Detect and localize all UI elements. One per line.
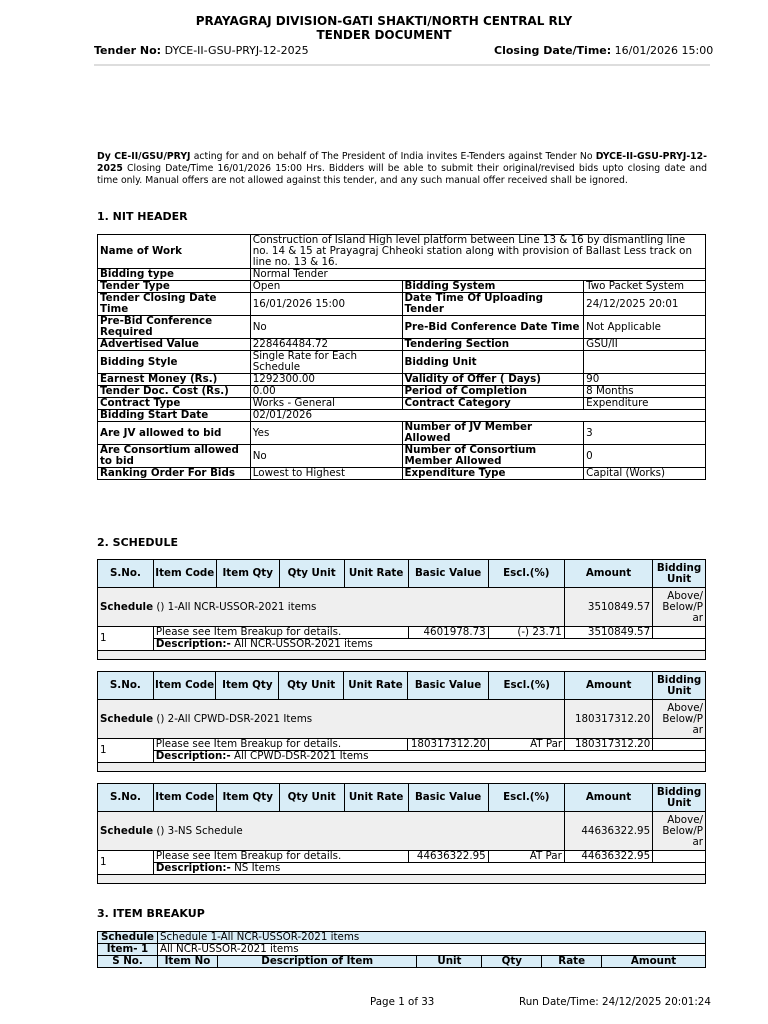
schedule-item-sno: 1 (98, 739, 154, 763)
ib-column-header: Item No (157, 956, 217, 968)
nit-value: Two Packet System (584, 281, 706, 293)
schedule-item-row (98, 739, 706, 751)
schedule-escalation: (-) 23.71 (488, 627, 564, 639)
schedule-bidding-unit: Above/ Below/P ar (653, 588, 706, 627)
schedule-name (98, 588, 565, 627)
document-title: PRAYAGRAJ DIVISION-GATI SHAKTI/NORTH CENTRAL RLY (195, 14, 573, 28)
schedule-spacer-row (98, 875, 706, 884)
schedule-description (153, 751, 705, 763)
ib-schedule-row (98, 932, 706, 944)
schedule-label: Schedule (100, 824, 154, 837)
schedule-item-row (98, 627, 706, 639)
schedule-item-amount: 180317312.20 (565, 739, 653, 751)
schedule-item-text: Please see Item Breakup for details. (153, 627, 408, 639)
schedule-column-header: Basic Value (408, 784, 488, 812)
description-value: NS Items (234, 862, 281, 874)
nit-label: Pre-Bid Conference Date Time (402, 316, 584, 339)
schedule-item-sno: 1 (98, 851, 154, 875)
nit-label: Bidding Style (98, 351, 251, 374)
schedule-column-header: Amount (564, 784, 652, 812)
schedule-description (153, 639, 705, 651)
description-label: Description:- (155, 750, 231, 762)
schedule-item-sno: 1 (98, 627, 154, 651)
ib-item-label: Item- 1 (98, 944, 158, 956)
schedule-name-value: () 2-All CPWD-DSR-2021 Items (156, 712, 313, 725)
schedule-spacer (98, 875, 706, 884)
schedule-label: Schedule (100, 712, 154, 725)
nit-value: 02/01/2026 (250, 410, 705, 422)
nit-heading: 1. NIT HEADER (97, 210, 188, 223)
schedule-header-row (98, 560, 706, 588)
schedule-column-header: Qty Unit (279, 672, 344, 700)
nit-row (98, 374, 706, 386)
nit-label: Bidding Unit (402, 351, 584, 374)
nit-label: Name of Work (98, 235, 251, 269)
schedule-column-header: S.No. (98, 672, 154, 700)
intro-text-1: acting for and on behalf of The President of India invites E-Tenders against Tender No (190, 151, 596, 162)
nit-value (584, 351, 706, 374)
nit-label: Expenditure Type (402, 468, 584, 480)
nit-value: 90 (584, 374, 706, 386)
nit-value: No (250, 316, 402, 339)
schedule-header-row (98, 672, 706, 700)
schedule-summary-row (98, 700, 706, 739)
nit-label: Validity of Offer ( Days) (402, 374, 584, 386)
nit-value: 24/12/2025 20:01 (584, 293, 706, 316)
schedule-item-amount: 3510849.57 (564, 627, 652, 639)
nit-label: Tender Doc. Cost (Rs.) (98, 386, 251, 398)
nit-value: 1292300.00 (250, 374, 402, 386)
nit-row (98, 445, 706, 468)
nit-row (98, 410, 706, 422)
schedule-column-header: Item Code (153, 784, 216, 812)
nit-value: Construction of Island High level platform between Line 13 & 16 by dismantling line no. 14 & 15 at Prayagraj Chheoki station along with provision of Ballast Less track on line no. 13 & 16. (250, 235, 705, 269)
item-breakup-table (97, 931, 706, 968)
nit-label: Tendering Section (402, 339, 584, 351)
schedule-column-header: Bidding Unit (653, 784, 706, 812)
intro-text-2: Closing Date/Time 16/01/2026 15:00 Hrs. Bidders will be able to submit their original/revised bids upto closing date and time only. Manual offers are not allowed against this tender, and any such manual offer received shall be ignored. (97, 163, 707, 186)
nit-row (98, 316, 706, 339)
schedule-column-header: Escl.(%) (488, 560, 564, 588)
ib-schedule-label: Schedule (98, 932, 158, 944)
schedule-item-amount: 44636322.95 (564, 851, 652, 863)
nit-value: GSU/II (584, 339, 706, 351)
schedule-item-unit (653, 627, 706, 639)
header-divider (94, 64, 710, 66)
nit-row (98, 269, 706, 281)
schedule-column-header: Qty Unit (279, 560, 344, 588)
schedule-column-header: Escl.(%) (488, 784, 564, 812)
intro-issuer: Dy CE-II/GSU/PRYJ (97, 151, 191, 162)
nit-value: 0 (584, 445, 706, 468)
schedule-name-value: () 3-NS Schedule (156, 824, 243, 837)
nit-label: Bidding type (98, 269, 251, 281)
schedule-name (98, 812, 565, 851)
nit-label: Bidding Start Date (98, 410, 251, 422)
ib-column-header: Qty (482, 956, 542, 968)
nit-label: Earnest Money (Rs.) (98, 374, 251, 386)
nit-label: Are JV allowed to bid (98, 422, 251, 445)
nit-label: Number of JV Member Allowed (402, 422, 584, 445)
nit-label: Tender Closing Date Time (98, 293, 251, 316)
description-label: Description:- (155, 862, 231, 874)
nit-row (98, 235, 706, 269)
schedule-escalation: AT Par (489, 739, 565, 751)
nit-value: 228464484.72 (250, 339, 402, 351)
description-value: All CPWD-DSR-2021 Items (233, 750, 369, 762)
nit-value: 16/01/2026 15:00 (250, 293, 402, 316)
ib-column-header: Amount (602, 956, 706, 968)
tender-number (94, 44, 309, 57)
run-date: Run Date/Time: 24/12/2025 20:01:24 (519, 996, 711, 1008)
ib-header-row (98, 956, 706, 968)
schedule-basic-value: 44636322.95 (408, 851, 488, 863)
nit-table (97, 234, 706, 480)
schedule-column-header: S.No. (98, 784, 154, 812)
schedule-description (153, 863, 705, 875)
schedule-column-header: Item Qty (216, 560, 279, 588)
nit-label: Are Consortium allowed to bid (98, 445, 251, 468)
tender-number-value: DYCE-II-GSU-PRYJ-12-2025 (164, 44, 309, 57)
schedule-item-text: Please see Item Breakup for details. (153, 739, 407, 751)
schedule-column-header: S.No. (98, 560, 154, 588)
nit-value: Single Rate for Each Schedule (250, 351, 402, 374)
schedule-description-row (98, 863, 706, 875)
schedule-heading: 2. SCHEDULE (97, 536, 178, 549)
schedule-item-row (98, 851, 706, 863)
nit-label: Contract Category (402, 398, 584, 410)
schedule-amount: 3510849.57 (564, 588, 652, 627)
nit-label: Period of Completion (402, 386, 584, 398)
page-number: Page 1 of 33 (370, 996, 435, 1008)
schedule-spacer (98, 763, 706, 772)
schedule-summary-row (98, 812, 706, 851)
schedule-table (97, 671, 706, 772)
nit-label: Tender Type (98, 281, 251, 293)
nit-value: 0.00 (250, 386, 402, 398)
schedule-column-header: Basic Value (407, 672, 488, 700)
schedule-amount: 180317312.20 (565, 700, 653, 739)
nit-row (98, 468, 706, 480)
nit-row (98, 386, 706, 398)
schedule-column-header: Item Qty (216, 672, 279, 700)
ib-column-header: Unit (417, 956, 482, 968)
nit-value: No (250, 445, 402, 468)
schedule-description-row (98, 751, 706, 763)
nit-label: Advertised Value (98, 339, 251, 351)
ib-column-header: Rate (542, 956, 602, 968)
schedule-column-header: Unit Rate (344, 784, 408, 812)
nit-label: Date Time Of Uploading Tender (402, 293, 584, 316)
schedule-column-header: Bidding Unit (653, 672, 706, 700)
nit-label: Bidding System (402, 281, 584, 293)
nit-value: Not Applicable (584, 316, 706, 339)
ib-schedule-value: Schedule 1-All NCR-USSOR-2021 items (157, 932, 705, 944)
nit-row (98, 398, 706, 410)
schedule-header-row (98, 784, 706, 812)
schedule-spacer (98, 651, 706, 660)
schedule-basic-value: 4601978.73 (408, 627, 488, 639)
schedule-item-unit (653, 851, 706, 863)
ib-column-header: Description of Item (217, 956, 417, 968)
nit-value: Open (250, 281, 402, 293)
schedule-column-header: Amount (565, 672, 653, 700)
nit-label: Ranking Order For Bids (98, 468, 251, 480)
schedule-name (98, 700, 565, 739)
closing-date (494, 44, 713, 57)
schedule-column-header: Basic Value (408, 560, 488, 588)
schedule-amount: 44636322.95 (564, 812, 652, 851)
description-value: All NCR-USSOR-2021 items (234, 638, 373, 650)
schedule-column-header: Item Qty (216, 784, 279, 812)
nit-value: Lowest to Highest (250, 468, 402, 480)
schedule-column-header: Unit Rate (344, 672, 408, 700)
nit-row (98, 351, 706, 374)
nit-value: Yes (250, 422, 402, 445)
schedule-spacer-row (98, 651, 706, 660)
schedule-bidding-unit: Above/ Below/P ar (653, 812, 706, 851)
intro-tender-no: DYCE-II-GSU-PRYJ-12-2025 (97, 151, 707, 174)
tender-number-label: Tender No: (94, 44, 162, 57)
nit-row (98, 293, 706, 316)
schedule-column-header: Unit Rate (344, 560, 408, 588)
closing-date-value: 16/01/2026 15:00 (614, 44, 714, 57)
closing-date-label: Closing Date/Time: (494, 44, 612, 57)
schedule-basic-value: 180317312.20 (407, 739, 488, 751)
nit-value: 8 Months (584, 386, 706, 398)
nit-row (98, 422, 706, 445)
schedule-summary-row (98, 588, 706, 627)
schedule-label: Schedule (100, 600, 154, 613)
nit-label: Pre-Bid Conference Required (98, 316, 251, 339)
nit-value: Expenditure (584, 398, 706, 410)
schedule-spacer-row (98, 763, 706, 772)
ib-column-header: S No. (98, 956, 158, 968)
nit-value: Capital (Works) (584, 468, 706, 480)
description-label: Description:- (155, 638, 231, 650)
nit-label: Number of Consortium Member Allowed (402, 445, 584, 468)
schedule-table (97, 783, 706, 884)
schedule-name-value: () 1-All NCR-USSOR-2021 items (156, 600, 317, 613)
schedule-item-unit (653, 739, 706, 751)
ib-item-row (98, 944, 706, 956)
schedule-column-header: Escl.(%) (489, 672, 565, 700)
document-subtitle: TENDER DOCUMENT (316, 28, 452, 42)
schedule-column-header: Qty Unit (279, 784, 344, 812)
schedule-escalation: AT Par (488, 851, 564, 863)
schedule-column-header: Item Code (153, 672, 216, 700)
nit-value: Normal Tender (250, 269, 705, 281)
item-breakup-heading: 3. ITEM BREAKUP (97, 907, 205, 920)
ib-item-value: All NCR-USSOR-2021 items (157, 944, 705, 956)
schedule-description-row (98, 639, 706, 651)
nit-label: Contract Type (98, 398, 251, 410)
schedule-table (97, 559, 706, 660)
nit-row (98, 281, 706, 293)
schedule-item-text: Please see Item Breakup for details. (153, 851, 408, 863)
schedule-column-header: Amount (564, 560, 652, 588)
schedule-column-header: Item Code (153, 560, 216, 588)
nit-value: Works - General (250, 398, 402, 410)
intro-paragraph (97, 151, 707, 187)
schedule-bidding-unit: Above/ Below/P ar (653, 700, 706, 739)
nit-value: 3 (584, 422, 706, 445)
schedule-column-header: Bidding Unit (653, 560, 706, 588)
nit-row (98, 339, 706, 351)
